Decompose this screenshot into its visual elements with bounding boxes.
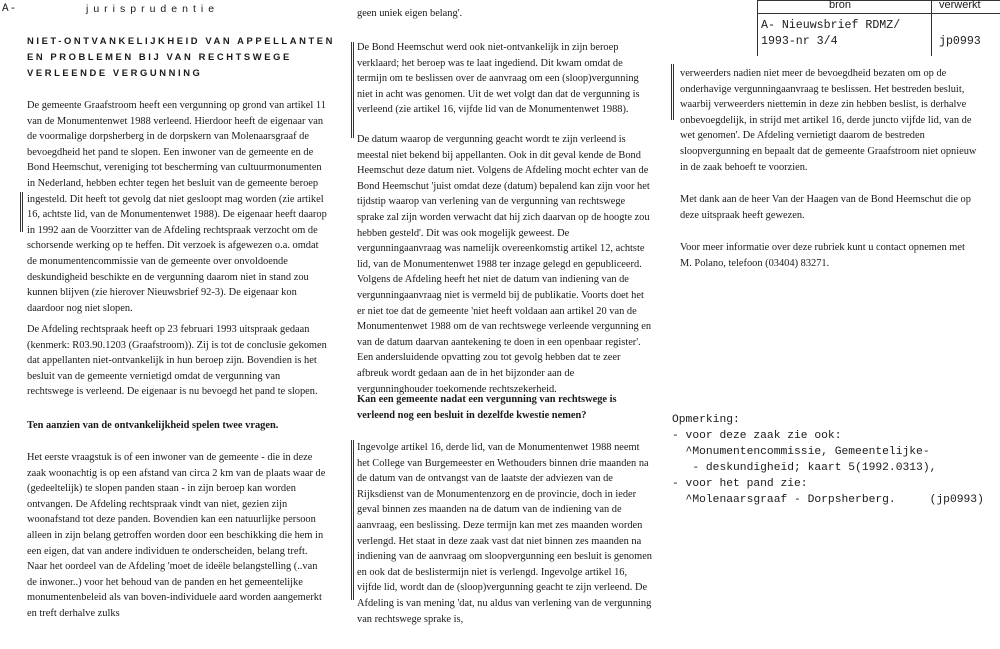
middle-paragraph-1: De Bond Heemschut werd ook niet-ontvankelijk in zijn beroep verklaard; het beroep was te laat ingediend. Dit kwam omdat de termijn om te beslissen over de aanvraag om een (sloop)vergunning niet in acht was genomen. Uit de wet volgt dan dat de vergunning is verleend (zie artikel 16, vijfde lid van de Monumentenwet 1988).	[357, 42, 640, 116]
right-paragraph-2: Met dank aan de heer Van der Haagen van de Bond Heemschut die op deze uitspraak heeft gewezen.	[680, 194, 971, 221]
remark-line: ^Molenaarsgraaf - Dorpsherberg. (jp0993)	[672, 494, 984, 506]
article-title	[27, 33, 347, 81]
remark-line: - deskundigheid; kaart 5(1992.0313),	[672, 462, 937, 474]
remark-line: ^Monumentencommissie, Gemeentelijke-	[672, 446, 930, 458]
article-title-line: EN PROBLEMEN BIJ VAN RECHTSWEGE	[27, 51, 292, 62]
stamp-source-line: 1993-nr 3/4	[761, 35, 838, 48]
left-subheading: Ten aanzien van de ontvankelijkheid spelen twee vragen.	[27, 420, 279, 431]
left-paragraph-1: De gemeente Graafstroom heeft een vergunning op grond van artikel 11 van de Monumentenwet 1988 verleend. Hierdoor heeft de eigenaar van de voormalige dorpsherberg in de dorpskern van Molenaarsgraaf de bevoegdheid het pand te slopen. Een inwoner van de gemeente en de Bond Heemschut, vereniging tot bescherming van cultuurmonumenten in Nederland, hebben echter tegen het besluit van de gemeente beroep ingesteld. Dit heeft tot gevolg dat niet gesloopt mag worden (zie artikel 16, achtste lid, van de Monumentenwet 1988). De eigenaar heeft daarop in 1992 aan de Voorzitter van de Afdeling rechtspraak verzocht om de schorsende werking op te heffen. Dit verzoek is afgewezen o.a. omdat de monumentencommissie van de gemeente over onvoldoende deskundigheid beschikte en de vergunning daarom niet in stand zou kunnen blijven (zie hierover Nieuwsbrief 92-3). De eigenaar kon daardoor nog niet slopen.	[27, 100, 327, 314]
middle-paragraph-2: De datum waarop de vergunning geacht wordt te zijn verleend is meestal niet bekend bij appellanten. Ook in dit geval kende de Bond Heemschut deze datum niet. Volgens de Afdeling mocht echter van de Bond Heemschut 'juist omdat deze (datum) bepalend kan zijn voor het tijdstip waarop van verlening van de vergunning van rechtswege sprake zal zijn worden verwacht dat hij zich daarvan op de hoogte zou hebben gesteld'. Dit was ook mogelijk geweest. De vergunningaanvraag was namelijk overeenkomstig artikel 12, achtste lid, van de Monumentenwet 1988 ter inzage gelegd en gepubliceerd. Volgens de Afdeling heeft het niet de datum van indiening van de vergunningaanvraag niet is vermeld bij de publikatie. Voorts doet het er niet toe dat de gemeente 'niet heeft voldaan aan artikel 20 van de Monumentenwet 1988 om de van rechtswege verleende vergunning en van de datum daarvan aantekening te doen in een openbaar register'. Een andersluidende opvatting zou tot gevolg hebben dat te zeer afbreuk wordt gedaan aan de in het bijzonder aan de vergunninghouder toekomende rechtszekerheid.	[357, 134, 652, 395]
article-title-line: NIET-ONTVANKELIJKHEID VAN APPELLANTEN	[27, 35, 336, 46]
left-paragraph-3: Het eerste vraagstuk is of een inwoner van de gemeente - die in deze zaak woonachtig is op een afstand van circa 2 km van de plaats waar de (gedeeltelijk) te slopen panden staan - in zijn beroep kan worden ontvangen. De Afdeling rechtspraak vindt van niet, gezien zijn woonafstand tot deze panden. Bovendien kan een natuurlijke persoon alleen in zijn belang getroffen worden door een beschikking die hem in een eigen, dat van andere individuen te onderscheiden, belang treft. Naar het oordeel van de Afdeling 'moet de ideële belangstelling (..van de inwoner..) voor het behoud van de panden en het gemeentelijke monumentenbeleid als van boven-individuele aard worden aangemerkt en treft derhalve zulks	[27, 452, 326, 619]
remark-line: - voor deze zaak zie ook:	[672, 430, 842, 442]
right-paragraph-1: verweerders nadien niet meer de bevoegdheid bezaten om op de onderhavige vergunningaanvraag te beslissen. Het bestreden besluit, waarbij verweerders niettemin in deze zin hebben beslist, is derhalve onbevoegdelijk, in strijd met artikel 16, derde juncto vijfde lid, van de wet genomen'. De Afdeling vernietigt daarom de bestreden sloopvergunning en bepaalt dat de gemeente Graafstroom niet opnieuw in de zaak behoeft te voorzien.	[680, 68, 977, 173]
stamp-rule	[931, 0, 932, 56]
stamp-rule	[757, 0, 758, 56]
article-title-line: VERLEENDE VERGUNNING	[27, 67, 203, 78]
margin-bar	[20, 192, 23, 232]
middle-paragraph-3: Ingevolge artikel 16, derde lid, van de Monumentenwet 1988 neemt het College van Burgemeester en Wethouders binnen drie maanden na de datum van de ontvangst van de laatste der adviezen van de Rijksdienst van de Monumentenzorg en de provincie, doch in ieder geval binnen zes maanden na de datum van de indiening van de aanvraag, een beslissing. Deze termijn kan met zes maanden worden verlengd. Het staat in deze zaak vast dat niet binnen zes maanden na indiening van de aanvraag om sloopvergunning een besluit is genomen en ook dat de beslistermijn niet is verlengd. Ingevolge artikel 16, vijfde lid, wordt dan de (sloop)vergunning geacht te zijn verleend. De Afdeling is van mening 'dat, nu aldus van verlening van de vergunning van rechtswege sprake is,	[357, 442, 653, 625]
remark-heading: Opmerking:	[672, 414, 740, 426]
stamp-code: jp0993	[939, 35, 981, 48]
margin-bar	[671, 64, 674, 120]
left-paragraph-2: De Afdeling rechtspraak heeft op 23 februari 1993 uitspraak gedaan (kenmerk: R03.90.1203 (Graafstroom)). Zij is tot de conclusie gekomen dat appellanten niet-ontvankelijk in hun beroep zijn. Bovendien is het besluit van de gemeente vernietigd omdat de vergunning van rechtswege is verleend. De eigenaar is nu bevoegd het pand te slopen.	[27, 324, 327, 398]
stamp-source-line: A- Nieuwsbrief RDMZ/	[761, 19, 901, 32]
remark-line: - voor het pand zie:	[672, 478, 808, 490]
middle-subheading: Kan een gemeente nadat een vergunning van rechtswege is verleend nog een besluit in dezelfde kwestie nemen?	[357, 394, 617, 421]
section-title: jurisprudentie	[86, 3, 220, 15]
margin-bar	[351, 440, 354, 600]
stamp-rule	[757, 13, 1000, 14]
typed-remark	[672, 412, 998, 508]
margin-bar	[351, 42, 354, 138]
right-paragraph-3: Voor meer informatie over deze rubriek kunt u contact opnemen met M. Polano, telefoon (03404) 83271.	[680, 242, 965, 269]
stamp-bron-label: bron	[829, 0, 852, 11]
stamp-verwerkt-label: verwerkt	[939, 0, 981, 11]
section-header	[0, 3, 340, 17]
middle-top-line: geen uniek eigen belang'.	[357, 8, 463, 19]
section-code: A-	[2, 3, 18, 15]
source-stamp	[757, 0, 1000, 56]
